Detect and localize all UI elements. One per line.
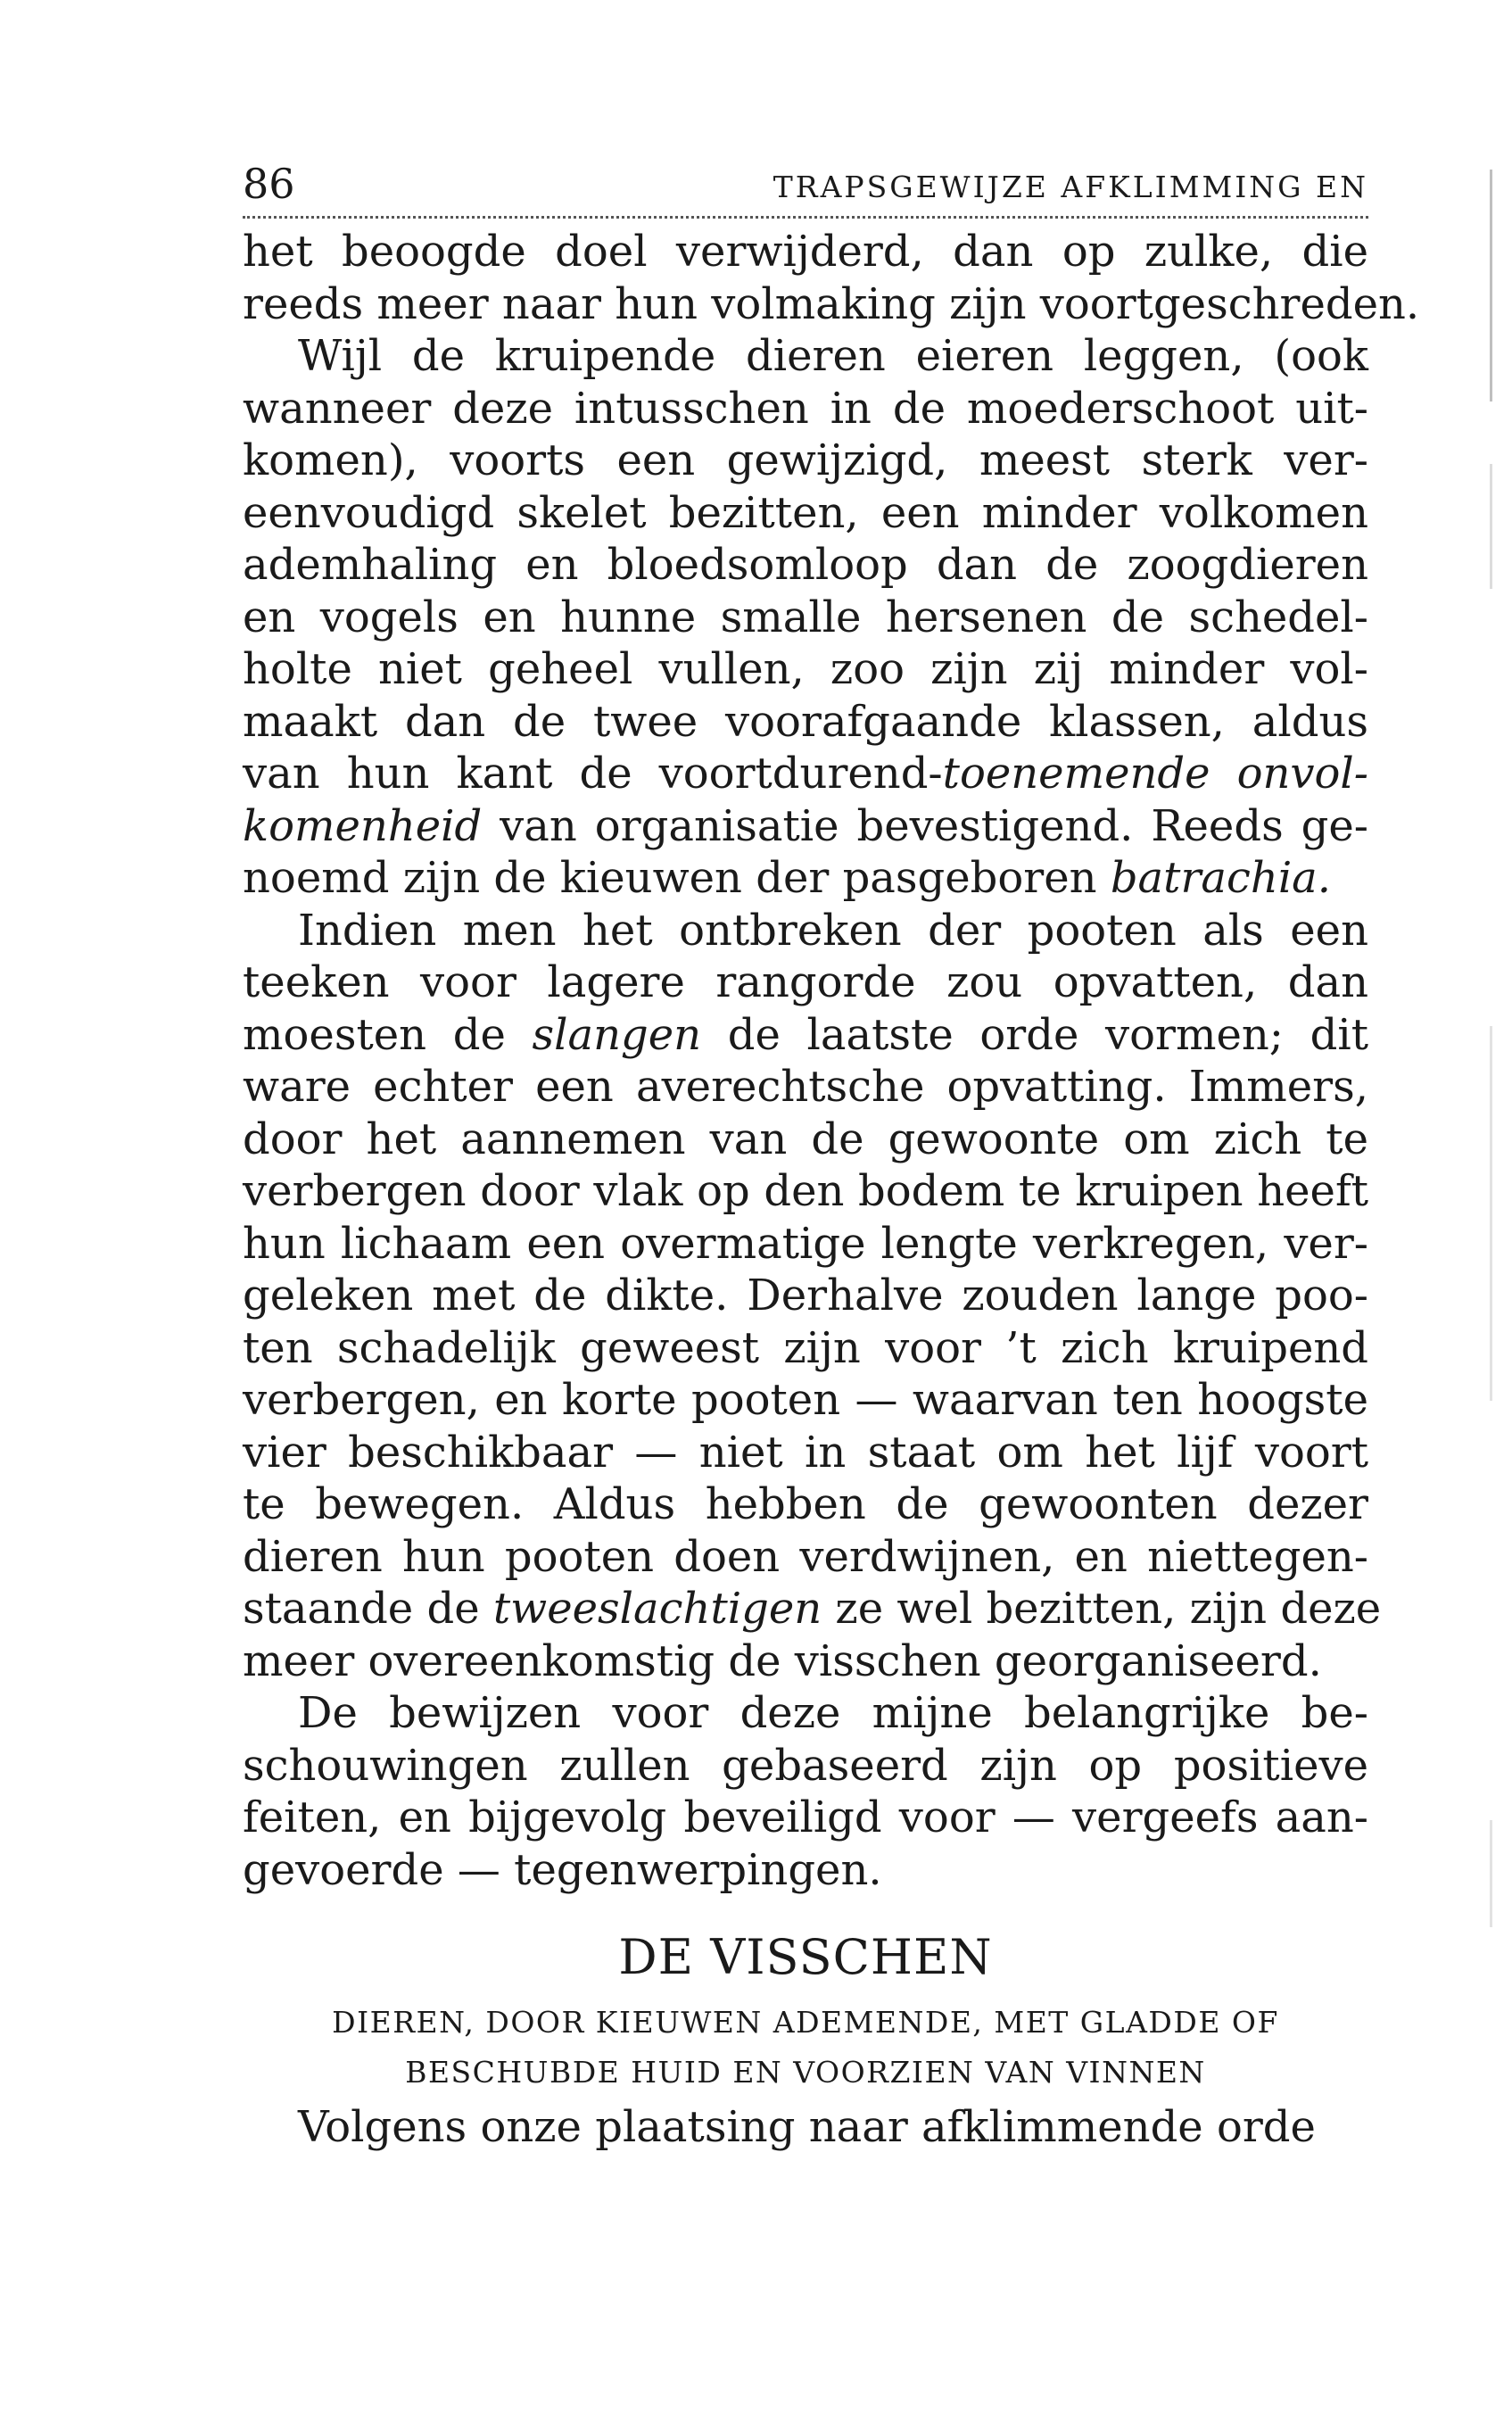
paragraph-start-line: Wijl de kruipende dieren eieren leggen, (ook (298, 331, 1368, 381)
italic-term: slangen (532, 1009, 702, 1060)
running-title: TRAPSGEWIJZE AFKLIMMING EN (773, 170, 1368, 204)
text-line: komen), voorts een gewijzigd, meest sterk ver- (243, 435, 1368, 485)
text-line: gevoerde — tegenwerpingen. (243, 1844, 882, 1895)
italic-term: tweeslachtigen (492, 1584, 822, 1634)
page-number: 86 (243, 160, 295, 208)
text-line: noemd zijn de kieuwen der pasgeboren batrachia. (243, 853, 1332, 903)
body-text (243, 226, 1420, 1896)
paragraph-start-line: Indien men het ontbreken der pooten als een (298, 905, 1368, 956)
section-subtitle: DIEREN, DOOR KIEUWEN ADEMENDE, MET GLADDE OF (332, 2005, 1279, 2040)
text-line: ten schadelijk geweest zijn voor ’t zich kruipend (243, 1322, 1368, 1373)
text-line: verbergen, en korte pooten — waarvan ten hoogste (243, 1375, 1368, 1425)
scan-edge-mark (1490, 170, 1492, 402)
text-line: geleken met de dikte. Derhalve zouden lange poo- (243, 1271, 1368, 1320)
text-line: reeds meer naar hun volmaking zijn voortgeschreden. (243, 278, 1420, 329)
text-line: het beoogde doel verwijderd, dan op zulke, die (243, 227, 1368, 277)
text-line: door het aannemen van de gewoonte om zich te (243, 1113, 1368, 1164)
text-line: verbergen door vlak op den bodem te kruipen heeft (243, 1166, 1368, 1216)
text-line: meer overeenkomstig de visschen georganiseerd. (243, 1635, 1322, 1686)
text-line: teeken voor lagere rangorde zou opvatten, dan (243, 957, 1368, 1007)
text-line: wanneer deze intusschen in de moederschoot uit- (243, 383, 1368, 434)
text-line: maakt dan de twee voorafgaande klassen, aldus (243, 696, 1368, 747)
section-subtitle: BESCHUBDE HUID EN VOORZIEN VAN VINNEN (405, 2055, 1206, 2090)
italic-term: batrachia. (1110, 853, 1332, 903)
text-line: staande de tweeslachtigen ze wel bezitten, zijn deze (243, 1584, 1382, 1634)
text-line: komenheid van organisatie bevestigend. Reeds ge- (243, 800, 1368, 851)
text-line: ademhaling en bloedsomloop dan de zoogdieren (243, 540, 1368, 590)
paragraph-start-line: De bewijzen voor deze mijne belangrijke be- (298, 1688, 1368, 1738)
text-line: hun lichaam een overmatige lengte verkregen, ver- (243, 1218, 1368, 1269)
text-line: dieren hun pooten doen verdwijnen, en niettegen- (243, 1531, 1368, 1582)
italic-term: toenemende onvol- (942, 749, 1368, 799)
italic-term: komenheid (243, 800, 483, 851)
scan-edge-mark (1490, 1026, 1492, 1401)
paragraph-start-line: Volgens onze plaatsing naar afklimmende orde (298, 2102, 1316, 2152)
text-line: eenvoudigd skelet bezitten, een minder volkomen (243, 487, 1368, 538)
text-line: holte niet geheel vullen, zoo zijn zij minder vol- (243, 644, 1368, 694)
running-head (243, 161, 1368, 219)
text-line: ware echter een averechtsche opvatting. Immers, (243, 1062, 1368, 1112)
scan-edge-mark (1490, 1820, 1492, 1927)
scan-edge-mark (1490, 464, 1492, 589)
book-page (243, 160, 1420, 2154)
text-line: van hun kant de voortdurend-toenemende onvol- (243, 749, 1368, 799)
text-line: moesten de slangen de laatste orde vormen; dit (243, 1009, 1369, 1060)
section-title: DE VISSCHEN (618, 1929, 993, 1985)
text-line: schouwingen zullen gebaseerd zijn op positieve (243, 1740, 1368, 1791)
text-line: en vogels en hunne smalle hersenen de schedel- (243, 592, 1368, 642)
text-line: te bewegen. Aldus hebben de gewoonten dezer (243, 1479, 1368, 1529)
text-line: feiten, en bijgevolg beveiligd voor — vergeefs aan- (243, 1792, 1368, 1842)
text-line: vier beschikbaar — niet in staat om het lijf voort (243, 1427, 1368, 1478)
